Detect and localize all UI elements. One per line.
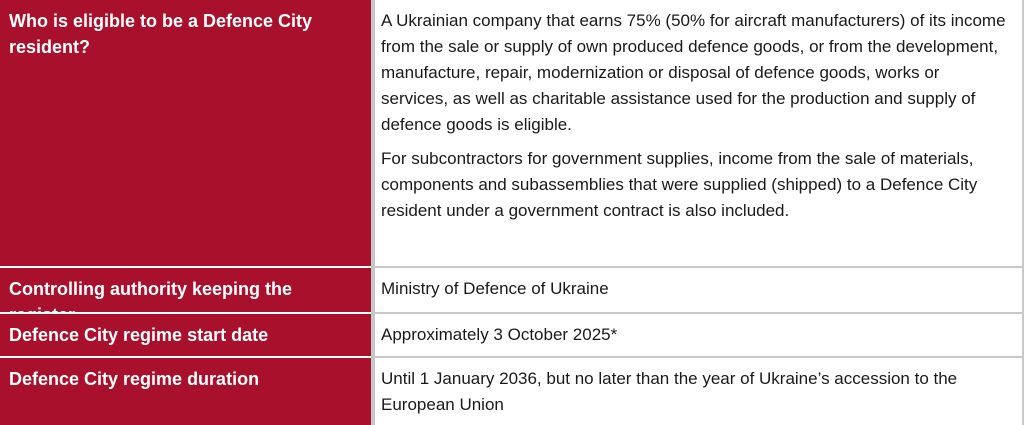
row-label-text: Defence City regime duration — [9, 369, 260, 389]
row-value-eligibility — [375, 0, 1024, 266]
row-label-authority — [0, 268, 371, 312]
row-label-eligibility — [0, 0, 371, 266]
row-value-start-date — [375, 314, 1024, 356]
table-row-start-date — [0, 314, 1024, 356]
row-label-text: Controlling authority keeping the — [9, 279, 292, 299]
row-label-start-date — [0, 314, 371, 356]
duration-value: Until 1 January 2036, but no later than the year of Ukraine’s accession to the European Union — [381, 369, 958, 414]
authority-value: Ministry of Defence of Ukraine — [381, 279, 609, 298]
eligibility-paragraph-2: For subcontractors for government supplies, income from the sale of materials, components and subassemblies that were supplied (shipped) to a Defence City resident under a government contract is also included. — [381, 149, 978, 220]
eligibility-paragraph-1: A Ukrainian company that earns 75% (50% for aircraft manufacturers) of its income from the sale or supply of own produced defence goods, or from the development, manufacture, repair, modernization or disposal of defence goods, works or services, as well as charitable assistance used for the production and supply of defence goods is eligible. — [381, 11, 1006, 134]
table-row-authority — [0, 268, 1024, 312]
row-value-duration — [375, 358, 1024, 425]
row-label-text: Defence City regime start date — [9, 325, 269, 345]
row-value-authority — [375, 268, 1024, 312]
row-label-duration — [0, 358, 371, 425]
table-row-duration — [0, 358, 1024, 425]
start-date-value: Approximately 3 October 2025* — [381, 325, 618, 344]
row-label-text: Who is eligible to be a Defence City resident? — [9, 11, 313, 57]
